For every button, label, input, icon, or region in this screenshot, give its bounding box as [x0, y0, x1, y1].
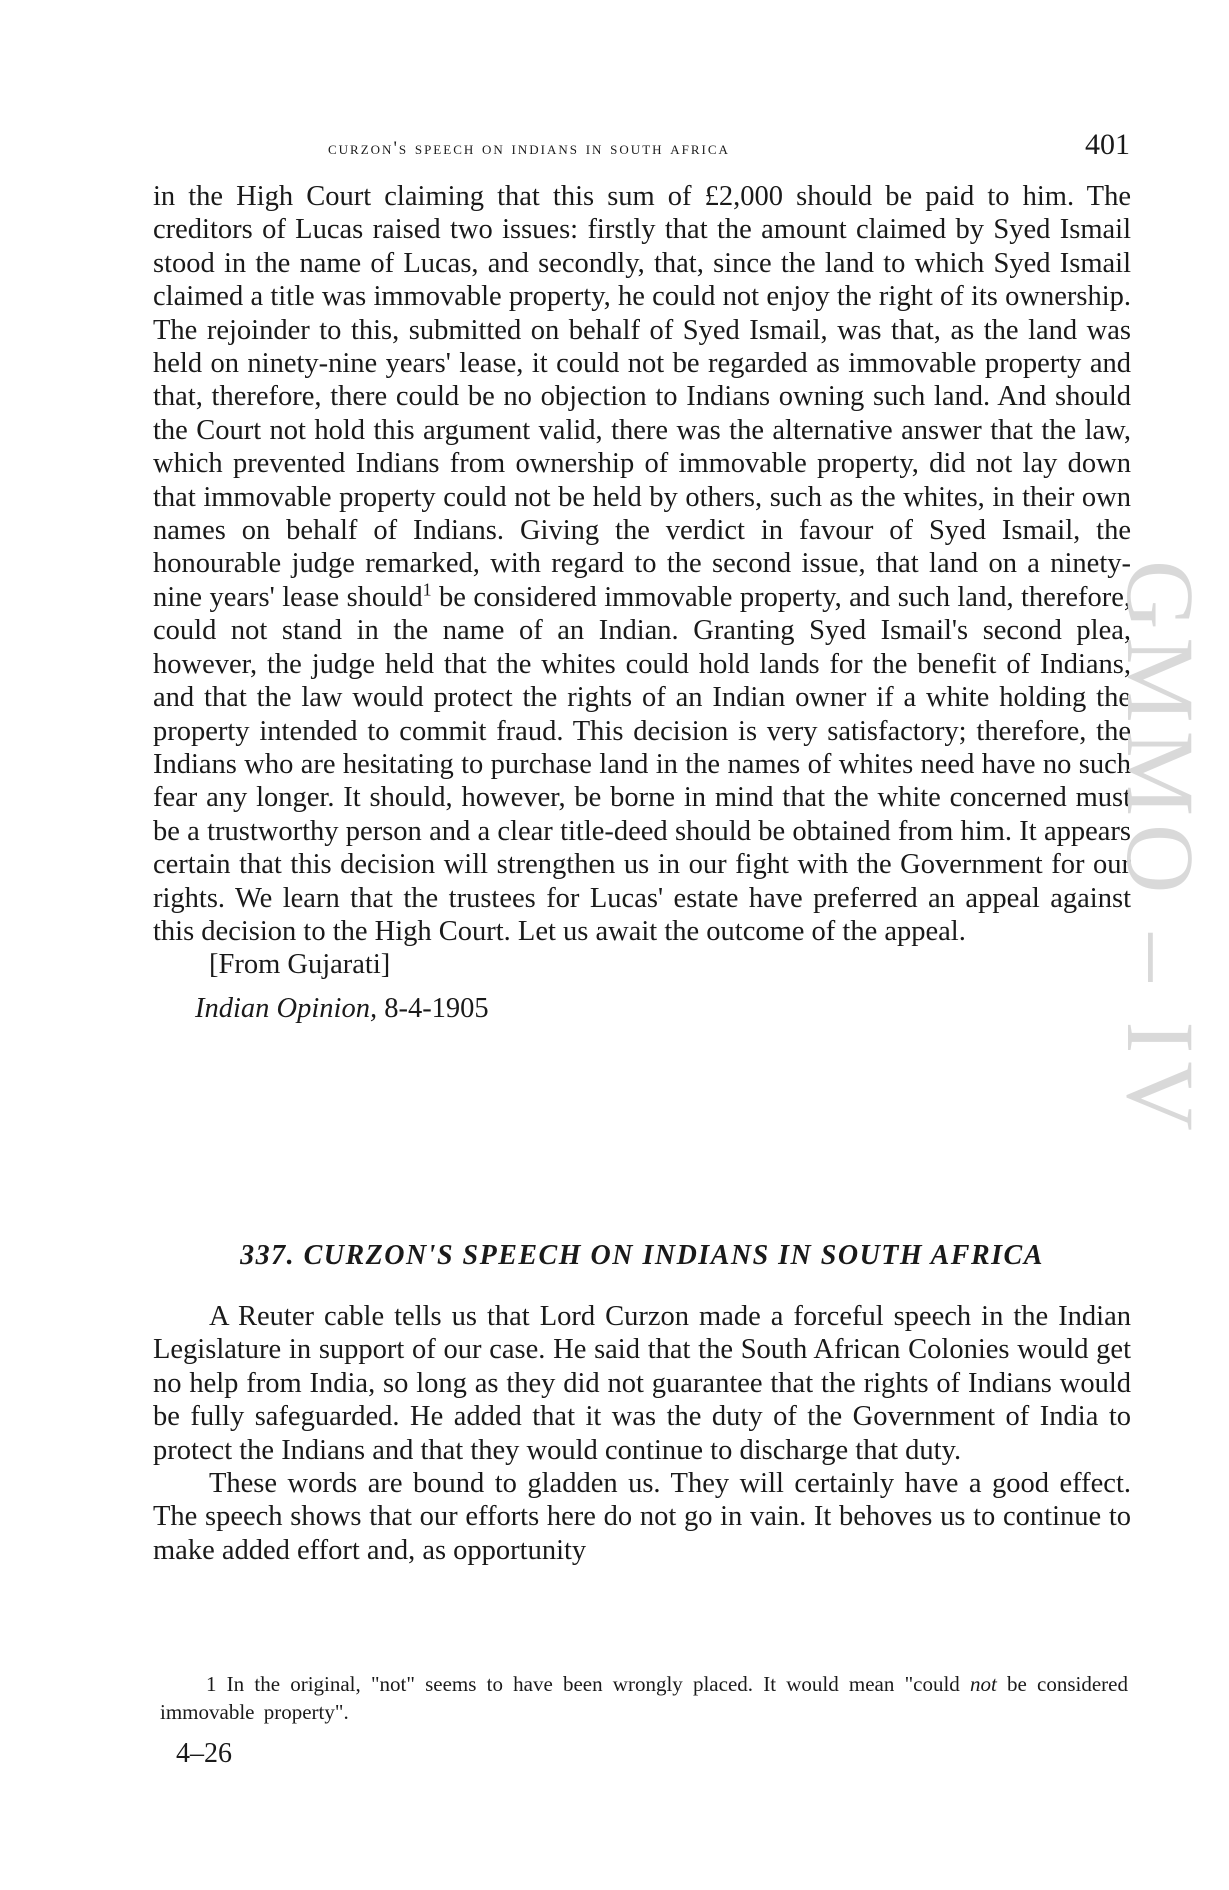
citation-title: Indian Opinion, [195, 992, 378, 1024]
section-heading: 337. CURZON'S SPEECH ON INDIANS IN SOUTH AFRICA [240, 1240, 1044, 1271]
page-number: 401 [1085, 128, 1130, 161]
paragraph-text-part-2: be considered immovable property, and such land, therefore, could not stand in the name of an Indian. Granting Syed Ismail's second plea, however, the judge held that the whites could hold lands for the benefit of Indians, and that the law would protect the rights of an Indian owner if a white holding the property intended to commit fraud. This decision is very satisfactory; therefore, the Indians who are hesitating to purchase land in the names of whites need have no such fear any longer. It should, however, be borne in mind that the white concerned must be a trustworthy person and a clear title-deed should be obtained from him. It appears certain that this decision will strengthen us in our fight with the Government for our rights. We learn that the trustees for Lucas' estate have preferred an appeal against this decision to the High Court. Let us await the outcome of the appeal. [153, 581, 1131, 947]
paragraph-text-part-1: in the High Court claiming that this sum of £2,000 should be paid to him. The creditors of Lucas raised two issues: firstly that the amount claimed by Syed Ismail stood in the name of Lucas, and secondly, that, since the land to which Syed Ismail claimed a title was immovable property, he could not enjoy the right of its ownership. The rejoinder to this, submitted on behalf of Syed Ismail, was that, as the land was held on ninety-nine years' lease, it could not be regarded as immovable property and that, therefore, there could be no objection to Indians owning such land. And should the Court not hold this argument valid, there was the alternative answer that the law, which prevented Indians from ownership of immovable property, did not lay down that immovable property could not be held by others, such as the whites, in their own names on behalf of Indians. Giving the verdict in favour of Syed Ismail, the honourable judge remarked, with regard to the second issue, that land on a ninety-nine years' lease should [153, 181, 1131, 613]
footnote-reference[interactable]: 1 [422, 579, 432, 600]
source-note: [From Gujarati] [209, 949, 391, 981]
footnote-text-italic: not [969, 1672, 997, 1696]
section-paragraph-2: These words are bound to gladden us. They will certainly have a good effect. The speech shows that our efforts here do not go in vain. It behoves us to continue to make added effort and, as opportunity [153, 1468, 1131, 1566]
footnote-text-a: In the original, "not" seems to have been wrongly placed. It would mean "could [216, 1672, 970, 1696]
footnote-marker: 1 [206, 1672, 217, 1696]
section-paragraph-1: A Reuter cable tells us that Lord Curzon made a forceful speech in the Indian Legislature in support of our case. He said that the South African Colonies would get no help from India, so long as they did not guarantee that the rights of Indians would be fully safeguarded. He added that it was the duty of the Government of India to protect the Indians and that they would continue to discharge that duty. [153, 1301, 1131, 1466]
article-paragraph [153, 180, 1131, 948]
printer-signature: 4–26 [176, 1738, 232, 1769]
watermark [1107, 560, 1220, 1340]
citation-date: 8-4-1905 [377, 992, 489, 1024]
footnote-text-b: be considered immovable property". [160, 1672, 1128, 1724]
citation [153, 992, 1131, 1025]
footnote [160, 1670, 1128, 1726]
running-title: curzon's speech on indians in south africa [328, 138, 730, 159]
continued-article [153, 180, 1131, 1025]
watermark-text: GMMO – IV [1107, 560, 1214, 1139]
running-header [150, 128, 1130, 168]
section-body [153, 1300, 1131, 1567]
